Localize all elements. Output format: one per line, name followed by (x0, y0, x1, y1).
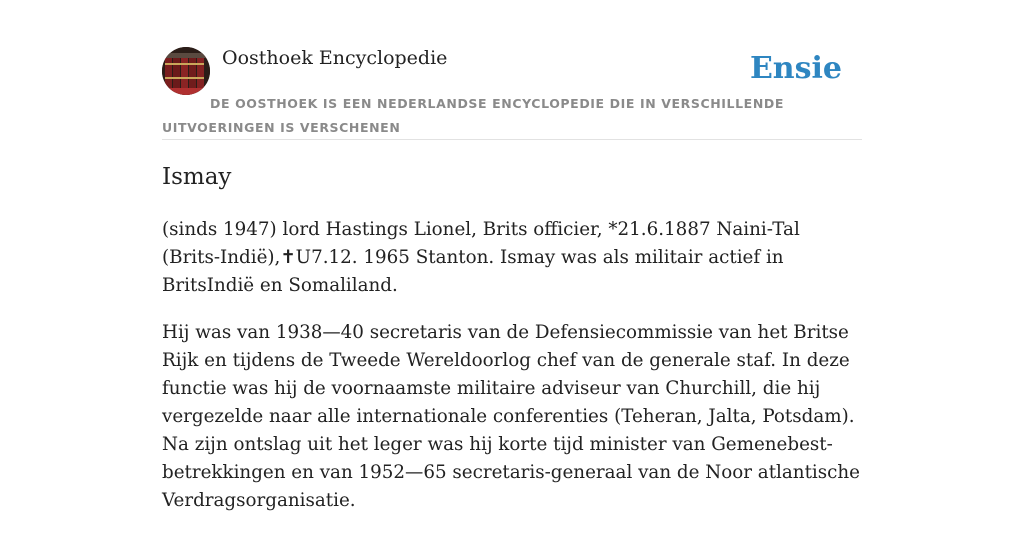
site-name[interactable]: Oosthoek Encyclopedie (222, 47, 448, 69)
encyclopedia-books-icon[interactable] (162, 47, 210, 95)
article-paragraph: Hij was van 1938—40 secretaris van de Defensiecommissie van het Britse Rijk en tijdens de Tweede Wereldoorlog chef van de generale staf. In deze functie was hij de voornaamste militaire adviseur van Churchill, die hij vergezelde naar alle internationale conferenties (Teheran, Jalta, Potsdam). Na zijn ontslag uit het leger was hij korte tijd minister van Gemenebest-betrekkingen en van 1952—65 secretaris-generaal van de Noor atlantische Verdragsorganisatie. (162, 322, 860, 511)
article-paragraph: (sinds 1947) lord Hastings Lionel, Brits officier, *21.6.1887 Naini-Tal (Brits-Indië),✝U7.12. 1965 Stanton. Ismay was als militair actief in BritsIndië en Somaliland. (162, 219, 800, 296)
header-divider (162, 139, 862, 140)
article-body (162, 216, 862, 534)
article-title: Ismay (162, 164, 232, 190)
brand-logo[interactable]: Ensie (749, 51, 842, 86)
site-tagline: DE OOSTHOEK IS EEN NEDERLANDSE ENCYCLOPEDIE DIE IN VERSCHILLENDE UITVOERINGEN IS VERSCHENEN (162, 96, 784, 135)
